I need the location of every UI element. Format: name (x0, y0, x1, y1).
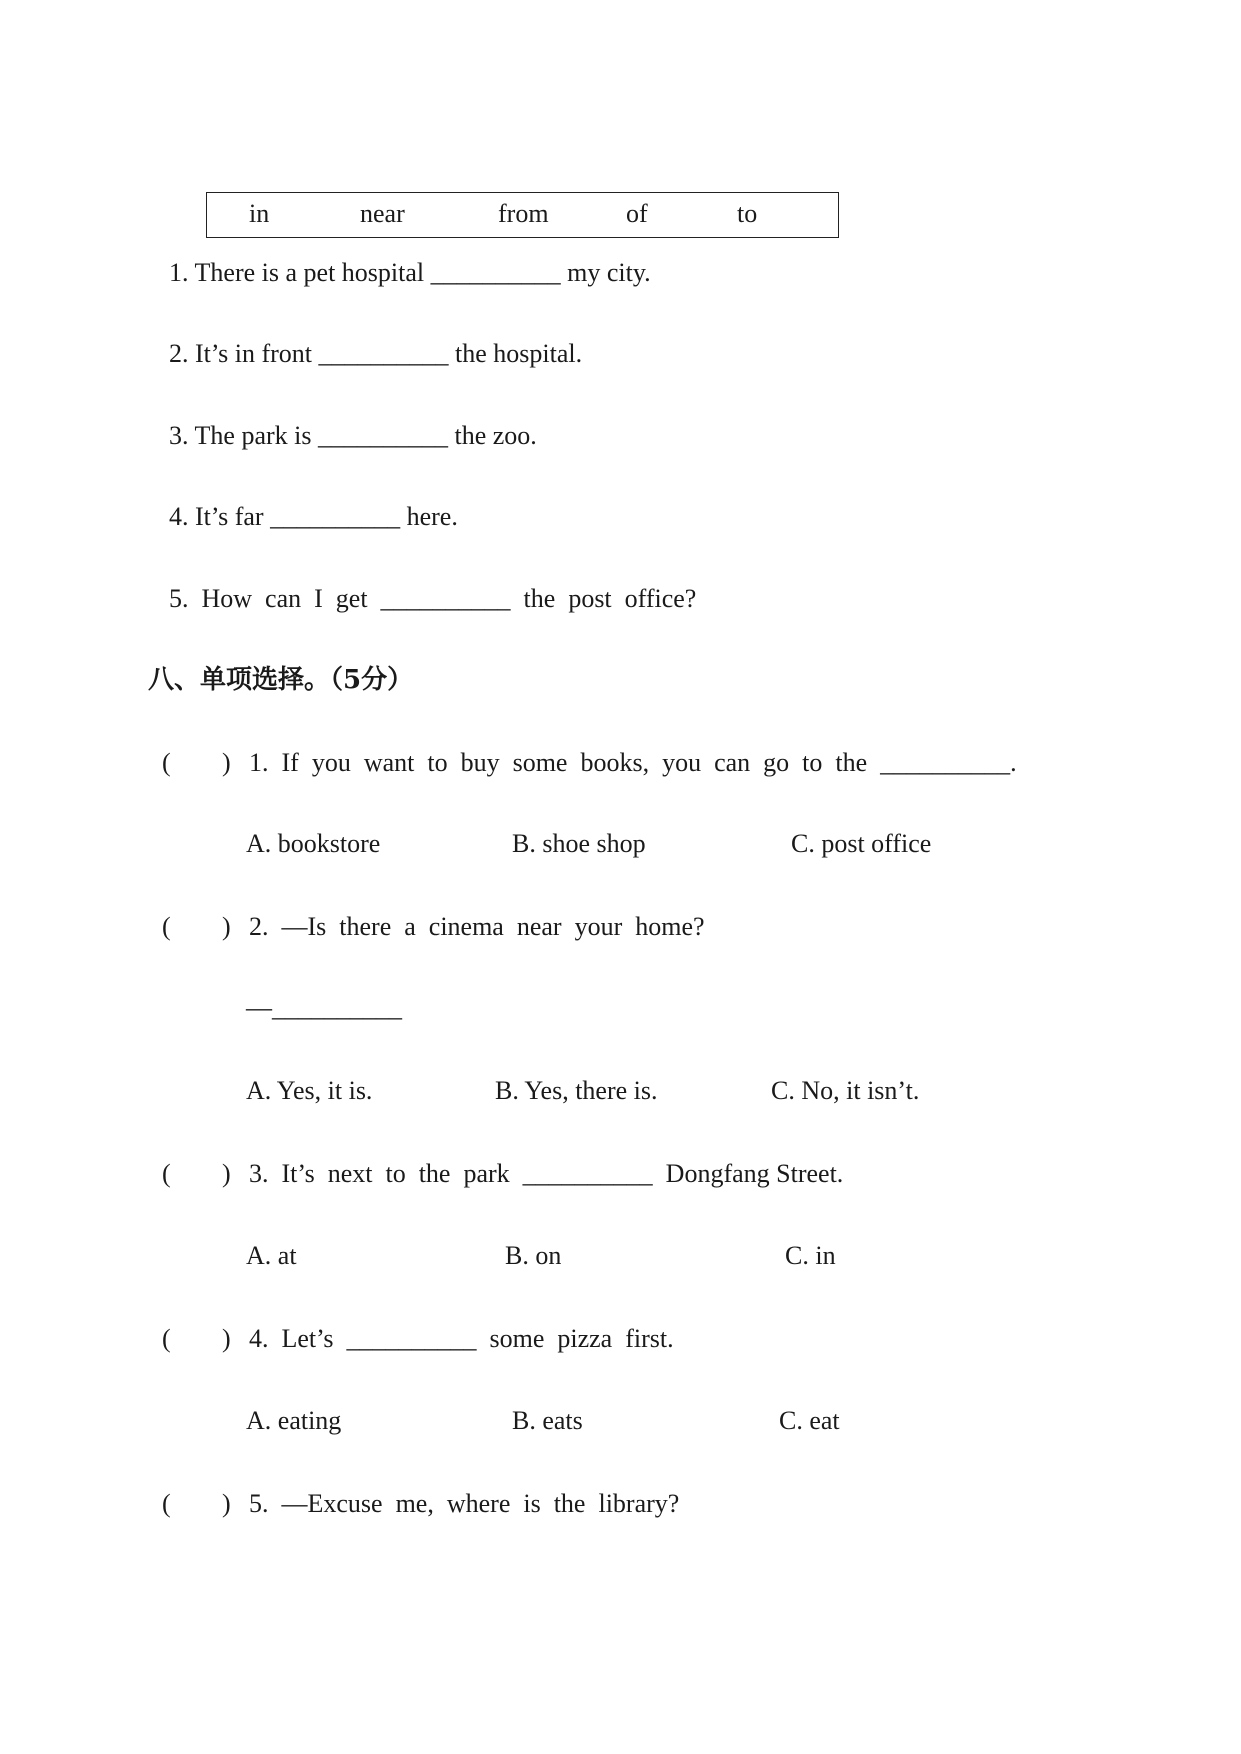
question-2-option-a: A. Yes, it is. (246, 1076, 373, 1105)
answer-paren-open: ( (162, 748, 171, 777)
question-1-stem: 1. If you want to buy some books, you can go to the __________. (249, 748, 1017, 777)
fill-blank-sentence-2: 2. It’s in front __________ the hospital. (169, 339, 583, 368)
word-bank-item: from (498, 199, 549, 228)
question-4-stem: 4. Let’s __________ some pizza first. (249, 1324, 674, 1353)
section-heading: 八、单项选择。（5分） (148, 665, 414, 695)
word-bank-box (206, 192, 839, 238)
answer-paren-close: ) (222, 1159, 231, 1188)
question-4-option-a: A. eating (246, 1406, 342, 1435)
fill-blank-sentence-5: 5. How can I get __________ the post office? (169, 584, 697, 613)
answer-paren-close: ) (222, 1489, 231, 1518)
word-bank-item: to (737, 199, 758, 228)
question-3-option-a: A. at (246, 1241, 297, 1270)
answer-paren-open: ( (162, 1489, 171, 1518)
answer-paren-close: ) (222, 748, 231, 777)
question-1-option-b: B. shoe shop (512, 829, 646, 858)
word-bank-item: of (626, 199, 648, 228)
answer-paren-close: ) (222, 1324, 231, 1353)
question-3-option-b: B. on (505, 1241, 562, 1270)
fill-blank-sentence-1: 1. There is a pet hospital __________ my city. (169, 258, 651, 287)
question-2-answer-line: —__________ (246, 993, 402, 1022)
answer-paren-open: ( (162, 1324, 171, 1353)
fill-blank-sentence-3: 3. The park is __________ the zoo. (169, 421, 537, 450)
question-4-option-c: C. eat (779, 1406, 840, 1435)
question-1-option-c: C. post office (791, 829, 932, 858)
answer-paren-open: ( (162, 912, 171, 941)
question-2-option-b: B. Yes, there is. (495, 1076, 658, 1105)
word-bank-item: in (249, 199, 270, 228)
answer-paren-open: ( (162, 1159, 171, 1188)
answer-paren-close: ) (222, 912, 231, 941)
question-2-stem: 2. —Is there a cinema near your home? (249, 912, 705, 941)
question-3-option-c: C. in (785, 1241, 836, 1270)
question-4-option-b: B. eats (512, 1406, 583, 1435)
fill-blank-sentence-4: 4. It’s far __________ here. (169, 502, 458, 531)
question-2-option-c: C. No, it isn’t. (771, 1076, 920, 1105)
question-5-stem: 5. —Excuse me, where is the library? (249, 1489, 680, 1518)
word-bank-item: near (360, 199, 405, 228)
question-3-stem: 3. It’s next to the park __________ Dongfang Street. (249, 1159, 844, 1188)
question-1-option-a: A. bookstore (246, 829, 381, 858)
